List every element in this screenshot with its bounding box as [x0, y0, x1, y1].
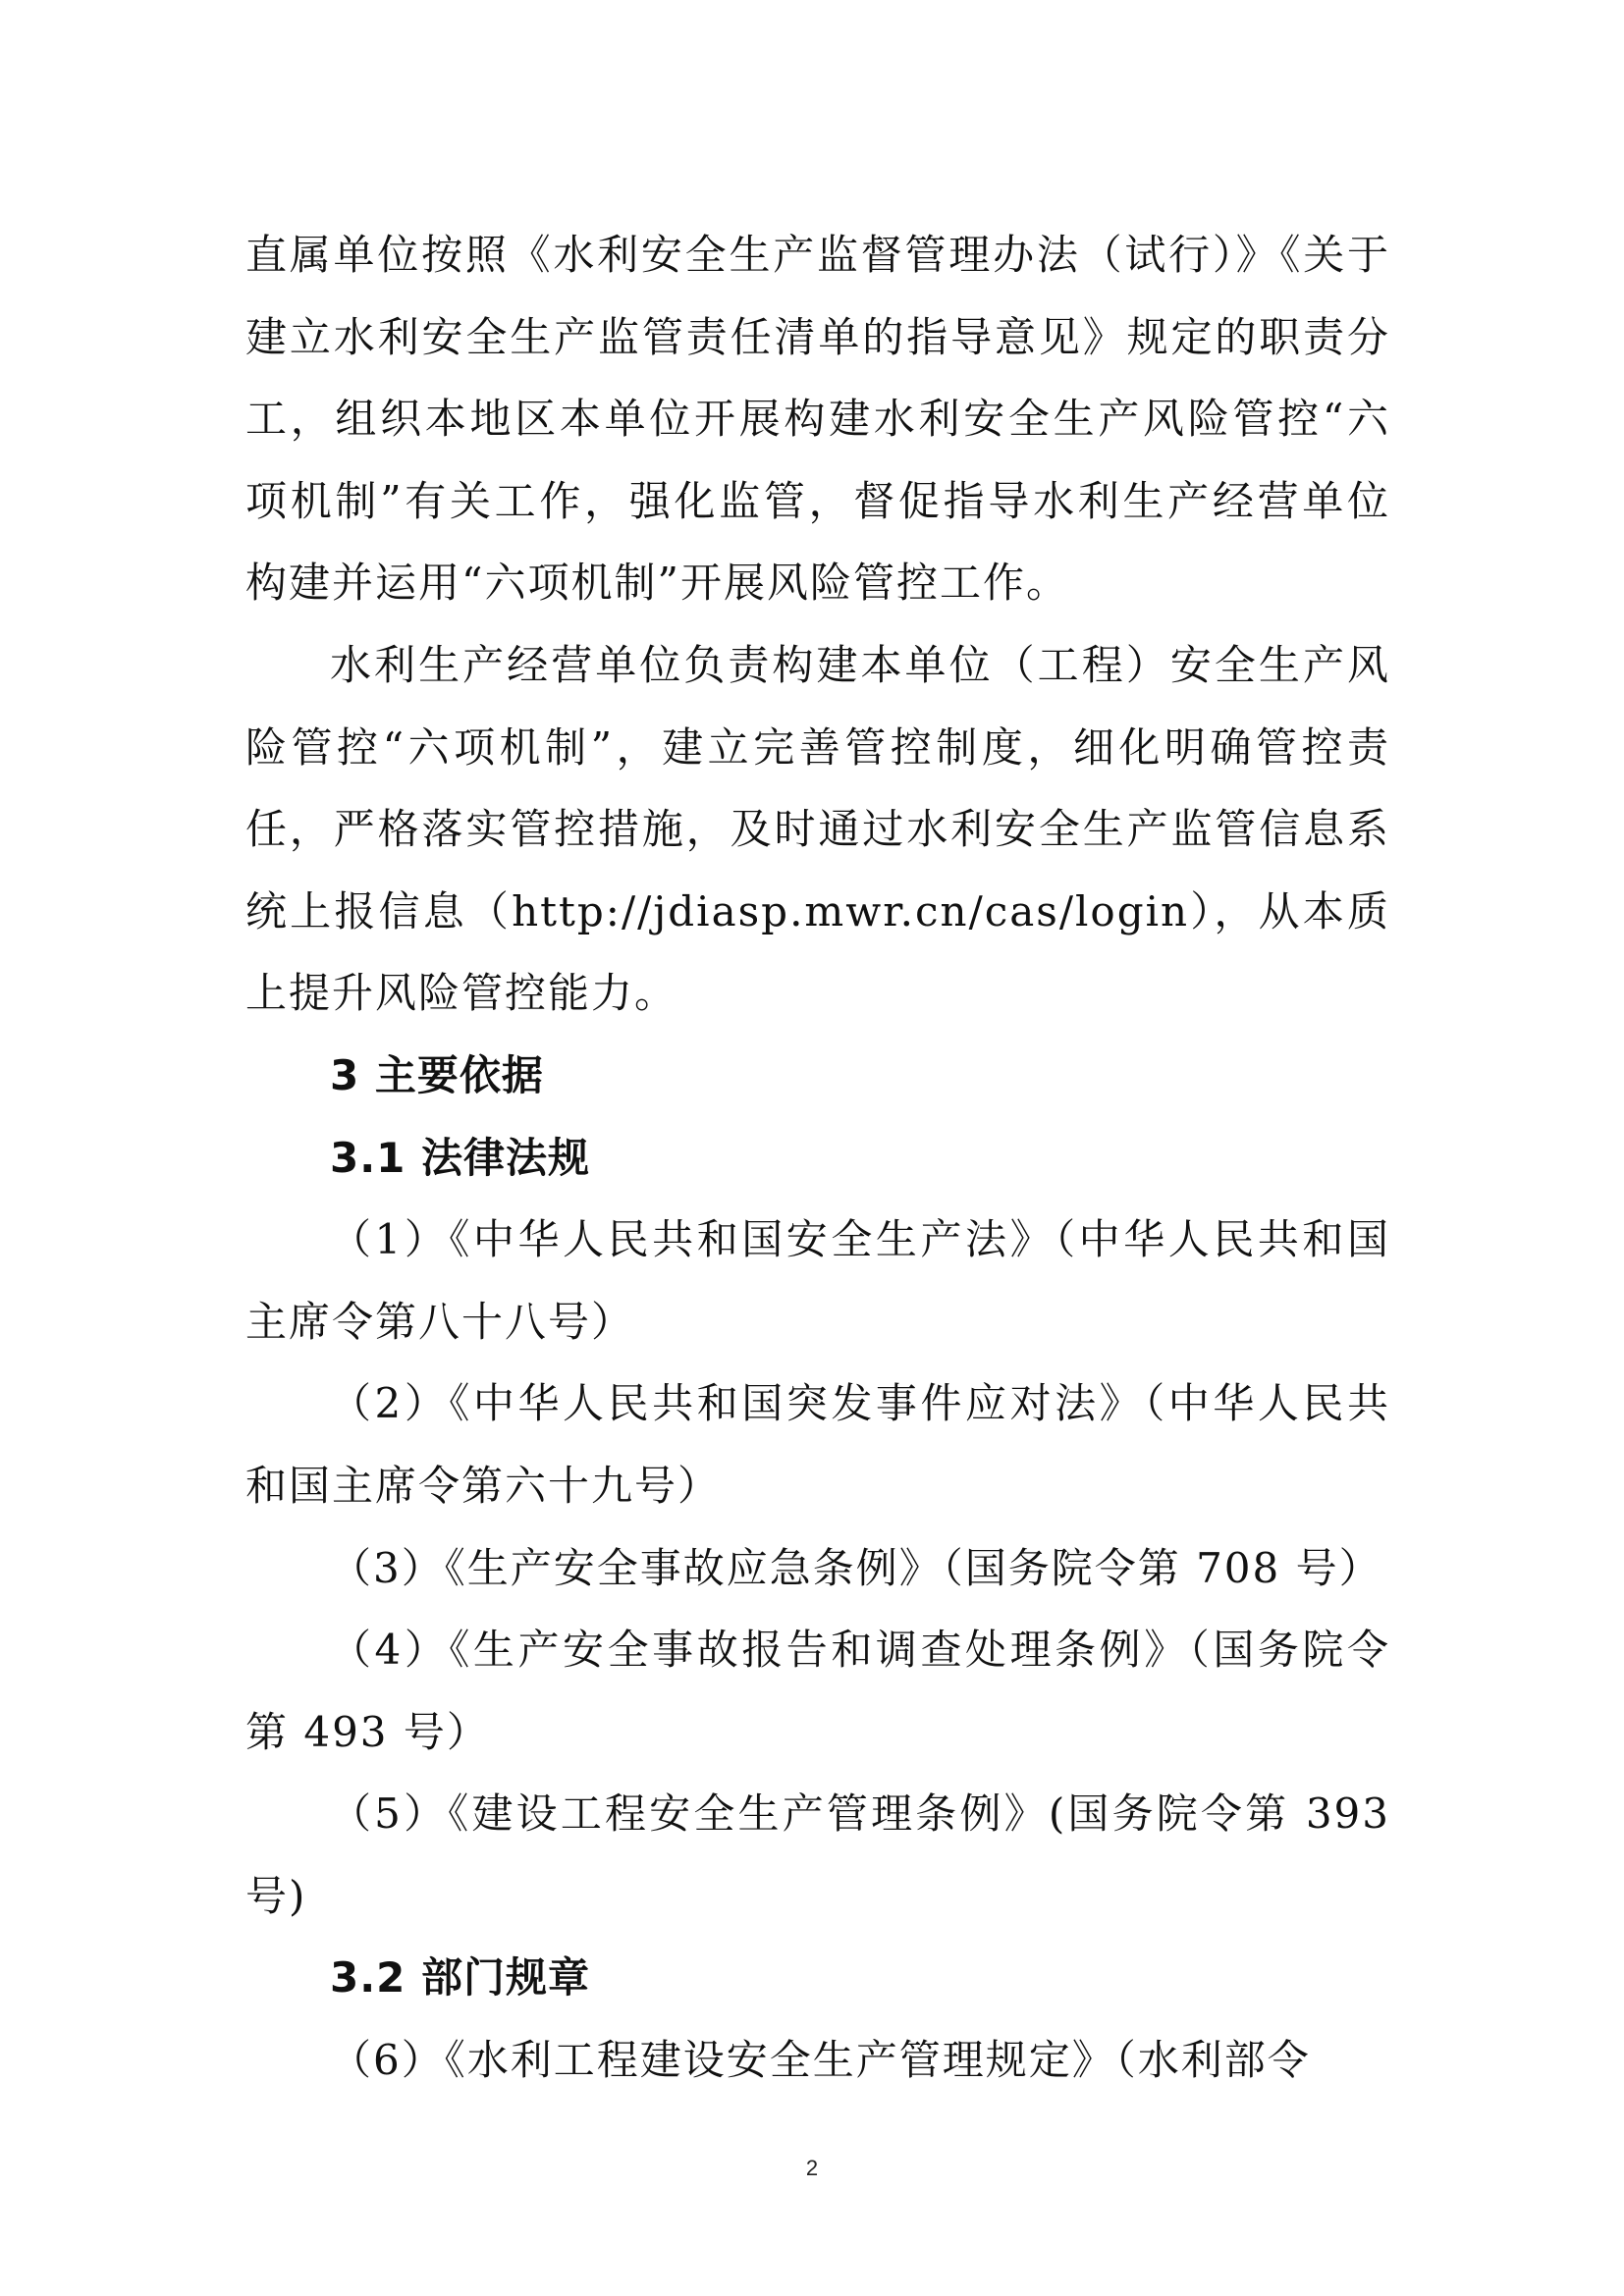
list-item-rule-6: （6）《水利工程建设安全生产管理规定》（水利部令 — [330, 2036, 1311, 2085]
list-item-law-4: （4）《生产安全事故报告和调查处理条例》（国务院令第 493 号） — [245, 1626, 1390, 1756]
list-item-law-5: （5）《建设工程安全生产管理条例》(国务院令第 393号) — [245, 1789, 1390, 1920]
subsection-heading-laws: 3.1 法律法规 — [330, 1133, 591, 1182]
document-body — [245, 214, 1390, 2102]
page-number: 2 — [805, 2156, 819, 2180]
list-item-law-1: （1）《中华人民共和国安全生产法》（中华人民共和国主席令第八十八号） — [245, 1215, 1390, 1346]
list-item-law-3: （3）《生产安全事故应急条例》（国务院令第 708 号） — [330, 1543, 1382, 1592]
list-item-law-2: （2）《中华人民共和国突发事件应对法》（中华人民共和国主席令第六十九号） — [245, 1379, 1390, 1510]
paragraph-responsibility-division: 直属单位按照《水利安全生产监督管理办法（试行）》《关于建立水利安全生产监管责任清单的指导意见》规定的职责分工，组织本地区本单位开展构建水利安全生产风险管控“六项机制”有关工作，强化监管，督促指导水利生产经营单位构建并运用“六项机制”开展风险管控工作。 — [245, 231, 1390, 608]
section-heading-main-basis: 3 主要依据 — [330, 1050, 544, 1099]
paragraph-production-units: 水利生产经营单位负责构建本单位（工程）安全生产风险管控“六项机制”，建立完善管控制度，细化明确管控责任，严格落实管控措施，及时通过水利安全生产监管信息系统上报信息（http://jdiasp.mwr.cn/cas/login），从本质上提升风险管控能力。 — [245, 640, 1390, 1018]
subsection-heading-department-rules: 3.2 部门规章 — [330, 1953, 591, 2002]
